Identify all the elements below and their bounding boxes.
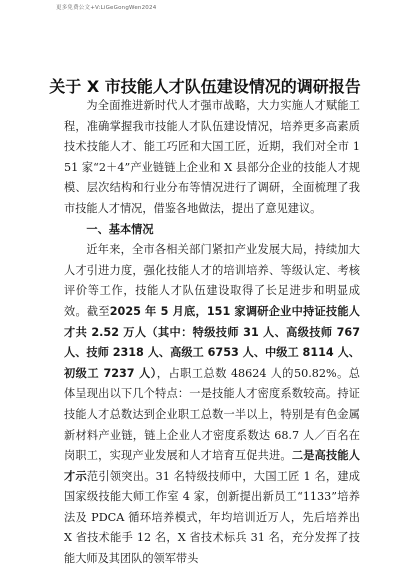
paragraph-text: ，占职工总数 48624 人的50.82%。总体呈现出以下几个特点：一是技能人才密度系数较高。持证技能人才总数达到企业职工总数一半以上，特别是有色金属新材料产业链，链上企业人才密度系数达 68.7 人／百名在岗职工，实现产业发展和人才培育互促共进。 <box>64 366 360 463</box>
basic-situation-paragraph <box>64 240 360 570</box>
watermark-text: 更多免费公文+V:LiGeGongWen2024 <box>56 5 157 11</box>
statistics-highlight: 2025 年 5 月底，151 家调研企业中持证技能人才共 2.52 万人（其中：特级技师 31 人、高级技师 767 人、技师 2318 人、高级工 6753 人、中级工 8114 人、初级工 7237 人） <box>64 304 360 380</box>
paragraph-text: 范引领突出。31 名特级技师中，大国工匠 1 名，建成国家级技能大师工作室 4 家，创新提出新员工“1133”培养法及 PDCA 循环培养模式，年均培训近万人，先后培养出 X 省技术能手 12 名，X 省技术标兵 31 名，充分发挥了技能大师及其团队的领军带头 <box>64 469 360 566</box>
document-body <box>64 96 360 570</box>
paragraph-text: 近年来，全市各相关部门紧扣产业发展大局，持续加大人才引进力度，强化技能人才的培训培养、等级认定、考核评价等工作，技能人才队伍建设取得了长足进步和明显成效。截至 <box>64 243 360 318</box>
document-title: 关于 X 市技能人才队伍建设情况的调研报告 <box>49 77 361 96</box>
point-two-highlight: 二是高技能人才示 <box>64 449 360 483</box>
intro-paragraph: 为全面推进新时代人才强市战略，大力实施人才赋能工程，准确掌握我市技能人才队伍建设情况，培养更多高素质技术技能人才、能工巧匠和大国工匠，近期，我们对全市 151 家“2＋4”产业链链上企业和 X 县部分企业的技能人才规模、层次结构和行业分布等情况进行了调研，全面梳理了我市技能人才情况，借鉴各地做法，提出了意见建议。 <box>64 99 360 215</box>
section-heading: 一、基本情况 <box>86 222 154 236</box>
